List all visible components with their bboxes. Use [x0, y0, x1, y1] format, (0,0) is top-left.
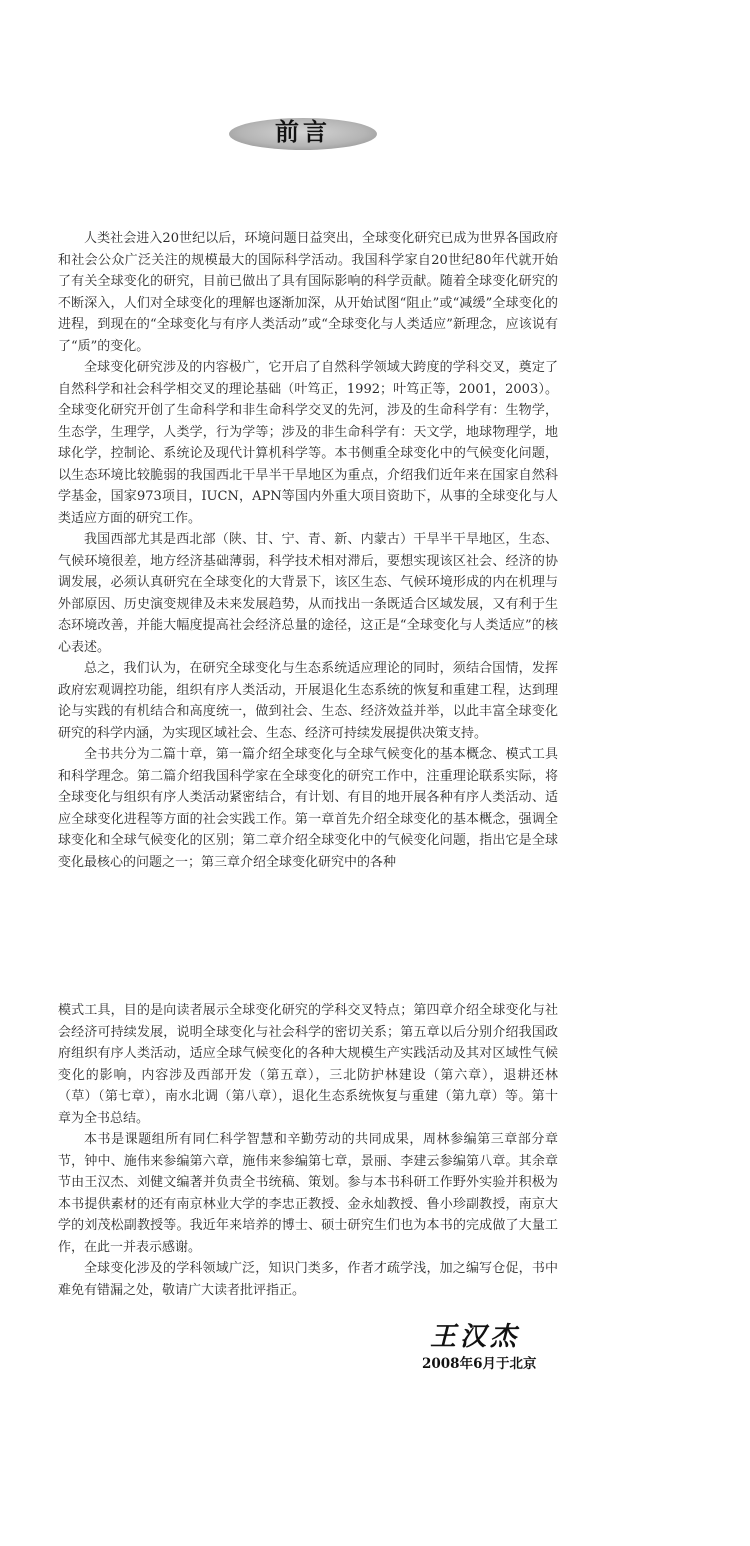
- paragraph-6: 本书是课题组所有同仁科学智慧和辛勤劳动的共同成果，周林参编第三章部分章节，钟中、施伟来参编第六章，施伟来参编第七章，景丽、李建云参编第八章。其余章节由王汉杰、刘健文编著并负责全书统稿、策划。参与本书科研工作野外实验并积极为本书提供素材的还有南京林业大学的李忠正教授、金永灿教授、鲁小珍副教授，南京大学的刘茂松副教授等。我近年来培养的博士、硕士研究生们也为本书的完成做了大量工作，在此一并表示感谢。: [58, 1132, 558, 1255]
- heading-badge: [228, 110, 378, 154]
- signature-date: 2008年6月于北京: [422, 1356, 537, 1372]
- paragraph-1: 人类社会进入20世纪以后，环境问题日益突出，全球变化研究已成为世界各国政府和社会公众广泛关注的规模最大的国际科学活动。我国科学家自20世纪80年代就开始了有关全球变化的研究，目前已做出了具有国际影响的科学贡献。随着全球变化研究的不断深入，人们对全球变化的理解也逐渐加深，从开始试图“阻止”或“减缓”全球变化的进程，到现在的“全球变化与有序人类活动”或“全球变化与人类适应”新理念，应该说有了“质”的变化。: [58, 231, 558, 354]
- paragraph-5: 全书共分为二篇十章，第一篇介绍全球变化与全球气候变化的基本概念、模式工具和科学理念。第二篇介绍我国科学家在全球变化的研究工作中，注重理论联系实际，将全球变化与组织有序人类活动紧密结合，有计划、有目的地开展各种有序人类活动、适应全球变化进程等方面的社会实践工作。第一章首先介绍全球变化的基本概念，强调全球变化和全球气候变化的区别；第二章介绍全球变化中的气候变化问题，指出它是全球变化最核心的问题之一；第三章介绍全球变化研究中的各种: [58, 747, 558, 870]
- paragraph-4: 总之，我们认为，在研究全球变化与生态系统适应理论的同时，须结合国情，发挥政府宏观调控功能，组织有序人类活动，开展退化生态系统的恢复和重建工程，达到理论与实践的有机结合和高度统一，做到社会、生态、经济效益并举，以此丰富全球变化研究的科学内涵，为实现区域社会、生态、经济可持续发展提供决策支持。: [58, 661, 558, 741]
- paragraph-3: 我国西部尤其是西北部（陕、甘、宁、青、新、内蒙古）干旱半干旱地区，生态、气候环境很差，地方经济基础薄弱，科学技术相对滞后，要想实现该区社会、经济的协调发展，必须认真研究在全球变化的大背景下，该区生态、气候环境形成的内在机理与外部原因、历史演变规律及未来发展趋势，从而找出一条既适合区域发展，又有利于生态环境改善，并能大幅度提高社会经济总量的途径，这正是“全球变化与人类适应”的核心表述。: [58, 532, 558, 655]
- page-title: 前言: [275, 118, 331, 146]
- paragraph-2: 全球变化研究涉及的内容极广，它开启了自然科学领域大跨度的学科交叉，奠定了自然科学和社会科学相交叉的理论基础（叶笃正，1992；叶笃正等，2001，2003）。全球变化研究开创了生命科学和非生命科学交叉的先河，涉及的生命科学有：生物学，生态学，生理学，人类学，行为学等；涉及的非生命科学有：天文学，地球物理学，地球化学，控制论、系统论及现代计算机科学等。本书侧重全球变化中的气候变化问题，以生态环境比较脆弱的我国西北干旱半干旱地区为重点，介绍我们近年来在国家自然科学基金，国家973项目，IUCN，APN等国内外重大项目资助下，从事的全球变化与人类适应方面的研究工作。: [58, 360, 558, 526]
- paragraph-7: 全球变化涉及的学科领域广泛，知识门类多，作者才疏学浅，加之编写仓促，书中难免有错漏之处，敬请广大读者批评指正。: [58, 1261, 558, 1298]
- paragraph-5-continued: 模式工具，目的是向读者展示全球变化研究的学科交叉特点；第四章介绍全球变化与社会经济可持续发展，说明全球变化与社会科学的密切关系；第五章以后分别介绍我国政府组织有序人类活动，适应全球气候变化的各种大规模生产实践活动及其对区域性气候变化的影响，内容涉及西部开发（第五章），三北防护林建设（第六章），退耕还林（草）（第七章），南水北调（第八章），退化生态系统恢复与重建（第九章）等。第十章为全书总结。: [58, 1003, 558, 1126]
- author-signature: 王汉杰: [430, 1322, 521, 1352]
- preface-body-top: [58, 228, 558, 873]
- preface-body-bottom: [58, 1000, 558, 1301]
